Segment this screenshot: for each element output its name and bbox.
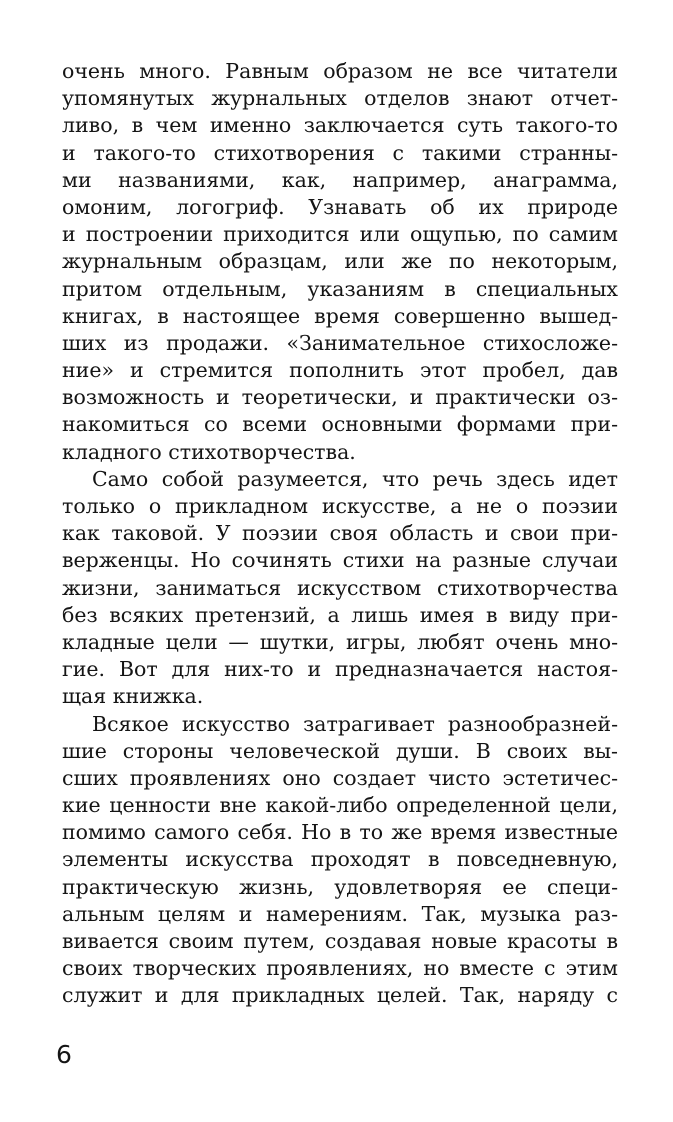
text-line: только о прикладном искусстве, а не о поэзии xyxy=(62,494,618,518)
text-line: ливо, в чем именно заключается суть такого-то xyxy=(62,113,618,138)
text-line: кладные цели — шутки, игры, любят очень мно- xyxy=(62,629,618,654)
text-line: элементы искусства проходят в повседневную, xyxy=(62,847,618,872)
text-line: упомянутых журнальных отделов знают отчет- xyxy=(62,86,618,111)
text-line: жизни, заниматься искусством стихотворчества xyxy=(62,575,618,600)
text-line: шие стороны человеческой души. В своих вы- xyxy=(62,738,618,763)
text-line: Само собой разумеется, что речь здесь идет xyxy=(92,466,618,491)
text-line: гие. Вот для них-то и предназначается настоя- xyxy=(62,657,618,682)
text-line: практическую жизнь, удовлетворяя ее специ- xyxy=(62,874,618,899)
text-line: притом отдельным, указаниям в специальных xyxy=(62,276,618,301)
text-line: журнальным образцам, или же по некоторым, xyxy=(62,249,618,274)
text-line: верженцы. Но сочинять стихи на разные случаи xyxy=(62,548,618,573)
text-line: и такого-то стихотворения с такими странны- xyxy=(62,140,618,165)
text-line: очень много. Равным образом не все читатели xyxy=(62,59,618,83)
text-line: кие ценности вне какой-либо определенной цели, xyxy=(62,793,618,818)
text-line: накомиться со всеми основными формами при- xyxy=(62,412,618,437)
text-line: служит и для прикладных целей. Так, наряду с xyxy=(62,983,618,1008)
text-line: щая книжка. xyxy=(62,684,204,709)
text-line: Всякое искусство затрагивает разнообразней- xyxy=(92,711,618,736)
text-line: кладного стихотворчества. xyxy=(62,439,356,464)
text-line: своих творческих проявлениях, но вместе с этим xyxy=(62,956,618,981)
text-line: без всяких претензий, а лишь имея в виду при- xyxy=(62,602,618,627)
text-line: ми названиями, как, например, анаграмма, xyxy=(62,167,618,192)
text-line: вивается своим путем, создавая новые красоты в xyxy=(62,929,618,953)
paragraph-3 xyxy=(62,711,618,1010)
text-line: возможность и теоретически, и практически оз- xyxy=(62,385,618,410)
text-line: омоним, логогриф. Узнавать об их природе xyxy=(62,194,618,219)
body-text xyxy=(62,58,618,1010)
text-line: и построении приходится или ощупью, по самим xyxy=(62,222,618,247)
text-line: альным целям и намерениям. Так, музыка раз- xyxy=(62,901,618,926)
text-line: книгах, в настоящее время совершенно вышед- xyxy=(62,303,618,328)
paragraph-1 xyxy=(62,58,618,466)
text-line: ших из продажи. «Занимательное стихосложе- xyxy=(62,330,618,355)
text-line: помимо самого себя. Но в то же время известные xyxy=(62,820,618,845)
text-line: сших проявлениях оно создает чисто эстетичес- xyxy=(62,765,618,790)
page-number: 6 xyxy=(56,1040,72,1069)
text-line: как таковой. У поэзии своя область и свои при- xyxy=(62,521,618,546)
paragraph-2 xyxy=(62,466,618,711)
text-line: ние» и стремится пополнить этот пробел, дав xyxy=(62,358,618,383)
